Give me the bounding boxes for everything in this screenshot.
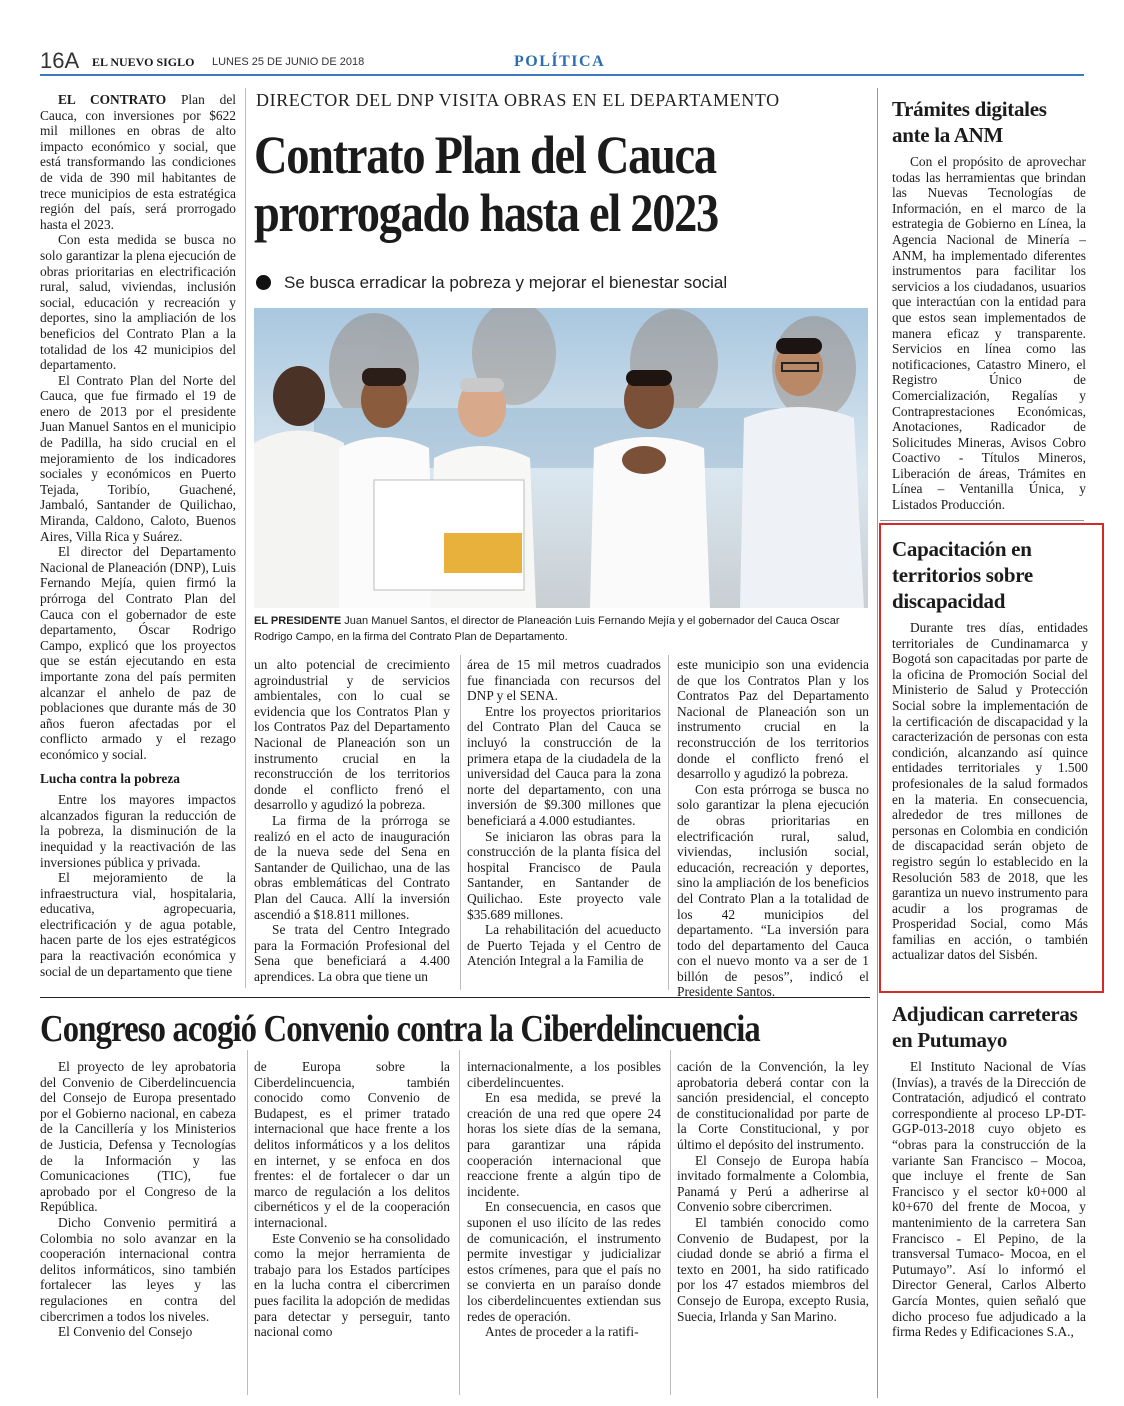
paragraph: El mejoramiento de la infraestructura vial, hospitalaria, educativa, agropecuaria, electrificación y de agua potable, hacen parte de los ejes estratégicos para la reactivación económica y social de un departamento que tiene [40,870,236,979]
paragraph: El director del Departamento Nacional de Planeación (DNP), Luis Fernando Mejía, quien firmó la prórroga del Contrato Plan del Cauca con el gobernador de este departamento, Óscar Rodrigo Campo, explicó que los proyectos que se están ejecutando en esta importante zona del país permiten alcanzar el anhelo de paz de poblaciones que durante más de 30 años fueron afectadas por el conflicto armado y el rezago económico y social. [40,544,236,762]
column-divider [670,1050,671,1395]
lead-word: EL CONTRATO [58,92,167,107]
news-photo [254,308,868,608]
paragraph [40,92,236,232]
header-rule [40,74,1084,76]
paragraph: área de 15 mil metros cuadrados fue financiada con recursos del DNP y el SENA. [467,657,661,704]
sidebar-brief-putumayo [892,1001,1086,1340]
brief-title: Capacitación en territorios sobre discapacidad [892,537,1033,613]
second-story-column-2 [254,1059,450,1340]
main-story-column-3 [467,657,661,969]
photo-illustration [254,308,868,608]
paragraph: El proyecto de ley aprobatoria del Convenio de Ciberdelincuencia del Consejo de Europa presentado por el Gobierno nacional, en cabeza de la Cancillería y los Ministerios de Justicia, Defensa y Tecnologías de la Información y las Comunicaciones (TIC), fue aprobado por el Congreso de la República. [40,1059,236,1215]
sidebar-brief-anm [892,96,1086,513]
section-title: POLÍTICA [514,53,606,70]
paragraph: La rehabilitación del acueducto de Puerto Tejada y el Centro de Atención Integral a la Familia de [467,922,661,969]
paragraph: En consecuencia, en casos que suponen el uso ilícito de las redes de comunicación, el instrumento permite investigar y judicializar estos crímenes, para que el país no se convierta en un paraíso donde los ciberdelincuentes extiendan sus redes de operación. [467,1199,661,1324]
paragraph: El Consejo de Europa había invitado formalmente a Colombia, Panamá y Perú a adherirse al Convenio sobre cibercrimen. [677,1152,869,1215]
brief-title: Adjudican carreteras en Putumayo [892,1002,1078,1052]
paragraph: Se trata del Centro Integrado para la Formación Profesional del Sena que beneficiará a 4.400 aprendices. La obra que tiene un [254,922,450,984]
brief-title: Trámites digitales ante la ANM [892,97,1047,147]
photo-caption [254,613,868,645]
paragraph: Con esta medida se busca no solo garantizar la plena ejecución de obras prioritarias en electrificación rural, salud, viviendas, inclusión social, educación y recreación y deportes, sino la ampliación de los beneficios del Contrato Plan a la totalidad de los 42 municipios del departamento. [40,232,236,373]
paragraph: Con esta prórroga se busca no solo garantizar la plena ejecución de obras prioritarias en electrificación rural, salud, viviendas, inclusión social, educación, recreación y deportes, sino la ampliación de los beneficios del Contrato Plan a la totalidad de los 42 municipios del departamento. “La inversión para todo del departamento del Cauca con el nuevo monto va a ser de 1 billón de pesos”, indicó el Presidente Santos. [677,781,869,1000]
issue-date: LUNES 25 DE JUNIO DE 2018 [212,56,365,68]
paragraph: cación de la Convención, la ley aprobatoria deberá contar con la sanción presidencial, el concepto de constitucionalidad por parte de la Corte Constitucional, y por último el depósito del instrumento. [677,1059,869,1152]
column-divider [247,1050,248,1395]
column-divider [459,1050,460,1395]
paragraph: El Convenio del Consejo [58,1324,193,1340]
paragraph: Dicho Convenio permitirá a Colombia no solo avanzar en la cooperación internacional contra delitos informáticos, sino también fortalecer las leyes y las regulaciones en contra del cibercrimen a todos los niveles. [40,1214,236,1324]
brief-body [892,154,1086,513]
sidebar-divider [877,88,878,1398]
story-kicker: DIRECTOR DEL DNP VISITA OBRAS EN EL DEPARTAMENTO [256,90,780,110]
paragraph: El Contrato Plan del Norte del Cauca, que fue firmado el 19 de enero de 2013 por el presidente Juan Manuel Santos en el municipio de Padilla, ha sido crucial en el mejoramiento de los indicadores sociales y económicos en Puerto Tejada, Toribío, Guachené, Jambaló, Santander de Quilichao, Miranda, Caldono, Caloto, Buenos Aires, Villa Rica y Suárez. [40,372,236,544]
paragraph: Durante tres días, entidades territoriales de Cundinamarca y Bogotá son capacitadas por parte de la oficina de Promoción Social del Ministerio de Salud y Protección Social sobre la implementación de la certificación de discapacidad y la caracterización de personas con esta condición, alcanzando así quince entidades territoriales y 1.500 profesionales de la salud formados en la materia. En consecuencia, alrededor de tres millones de personas en Colombia en condición de discapacidad serán objeto de registro según lo establecido en la Resolución 583 de 2018, que les garantiza un nuevo instrumento para acudir a los programas de Prosperidad Social, como Más familias en acción, o también actualizar datos del Sisbén. [892,620,1088,963]
brief-body [892,620,1088,963]
brief-body [892,1059,1086,1340]
paragraph: El también conocido como Convenio de Budapest, por la ciudad donde se abrió a firma el texto en 2001, ha sido ratificado por los 47 estados miembros del Consejo de Europa, excepto Rusia, Suecia, Irlanda y San Marino. [677,1214,869,1324]
brief-separator [880,520,1084,521]
main-story-column-1 [40,92,236,979]
page-number: 16A [40,48,80,73]
sidebar-brief-discapacidad [892,536,1088,963]
paragraph: internacionalmente, a los posibles ciberdelincuentes. [467,1059,661,1090]
column-divider [460,655,461,990]
headline-line: Contrato Plan del Cauca [254,125,716,185]
main-headline [254,126,779,242]
column-divider [668,655,669,990]
main-story-column-2 [254,657,450,984]
paragraph: este municipio son una evidencia de que los Contratos Plan y los Contratos Paz del Departamento Nacional de Planeación son un instrumento crucial en la reconstrucción de los territorios donde el conflicto frenó el desarrollo y agudizó la pobreza. [677,657,869,782]
paragraph: Entre los mayores impactos alcanzados figuran la reducción de la pobreza, la disminución de la inequidad y la reactivación de las inversiones pública y privada. [40,792,236,870]
newspaper-name: EL NUEVO SIGLO [92,55,195,69]
paragraph: un alto potencial de crecimiento agroindustrial y de servicios ambientales, con lo cual se evidencia que los Contratos Plan y los Contratos Paz del Departamento Nacional de Planeación son un instrumento crucial en la reconstrucción de los territorios donde el conflicto frenó el desarrollo y agudizó la pobreza. [254,657,450,813]
paragraph: El Instituto Nacional de Vías (Invías), a través de la Dirección de Contratación, adjudicó el contrato correspondiente al proceso LP-DT-GGP-013-2018 cuyo objeto es “obras para la construcción de la variante San Francisco – Mocoa, que incluye el frente de San Francisco y el sector k0+000 al k0+670 del frente de Mocoa, y mantenimiento de la carretera San Francisco - El Pepino, de la transversal Tumaco- Mocoa, en el Putumayo”. Así lo informó el Director General, Carlos Alberto García Montes, quien señaló que dicho proceso fue adjudicado a la firma Redes y Edificaciones S.A., [892,1059,1086,1340]
second-story-column-3 [467,1059,661,1340]
paragraph: En esa medida, se prevé la creación de una red que opere 24 horas los siete días de la semana, para garantizar una rápida cooperación internacional que reaccione frente a algún tipo de incidente. [467,1090,661,1199]
story-subhead [256,273,727,293]
paragraph-text: Plan del Cauca, con inversiones por $622 mil millones en obras de alto impacto económico y social, que está transformando las condiciones de vida de 390 mil habitantes de trece municipios de esta estratégica región del país, será prorrogado hasta el 2023. [40,92,236,232]
paragraph: Entre los proyectos prioritarios del Contrato Plan del Cauca se incluyó la construcción de la primera etapa de la ciudadela de la universidad del Cauca para la zona norte del departamento, con una inversión de $9.300 millones que beneficiará a 4.000 estudiantes. [467,703,661,828]
paragraph: Con el propósito de aprovechar todas las herramientas que brindan las Nuevas Tecnologías de Información, en el marco de la estrategia de Gobierno en Línea, la Agencia Nacional de Minería – ANM, ha implementado diferentes instrumentos para facilitar los servicios a los ciudadanos, usuarios que interactúan con la entidad para que estos sean implementados de manera eficaz y transparente. Servicios en línea como las notificaciones, Catastro Minero, el Registro Único de Comercialización, Regalías y Contraprestaciones Económicas, Anotaciones, Radicador de Solicitudes Mineras, Avisos Cobro Coactivo - Títulos Mineros, Liberación de áreas, Trámites en Línea – Ventanilla Única, y Listados Producción. [892,154,1086,513]
page-folio [40,48,1084,74]
caption-lead: EL PRESIDENTE [254,615,342,627]
paragraph: La firma de la prórroga se realizó en el acto de inauguración de la nueva sede del Sena en Santander de Quilichao, una de las obras emblemáticas del Contrato Plan del Cauca. Allí la inversión ascendió a $18.811 millones. [254,812,450,922]
headline-line: prorrogado hasta el 2023 [254,183,718,243]
caption-text: Juan Manuel Santos, el director de Planeación Luis Fernando Mejía y el gobernador del Cauca Oscar Rodrigo Campo, en la firma del Contrato Plan de Departamento. [254,615,840,643]
inline-subhead: Lucha contra la pobreza [40,770,180,786]
main-story-column-4 [677,657,869,1000]
bullet-icon [256,275,271,290]
subhead-text: Se busca erradicar la pobreza y mejorar el bienestar social [284,273,728,292]
paragraph: Se iniciaron las obras para la construcción de la planta física del hospital Francisco de Paula Santander, en Santander de Quilichao. Este proyecto vale $35.689 millones. [467,828,661,922]
second-headline: Congreso acogió Convenio contra la Ciberdelincuencia [40,1008,760,1050]
column-divider [245,88,246,988]
paragraph: Antes de proceder a la ratifi- [485,1324,639,1340]
second-story-column-1 [40,1059,236,1340]
paragraph: de Europa sobre la Ciberdelincuencia, también conocido como Convenio de Budapest, es el primer tratado internacional que hace frente a los delitos informáticos y a los delitos en internet, y se enfoca en dos frentes: el de fortalecer o dar un marco de regulación a los delitos cibernéticos y el de la cooperación internacional. [254,1059,450,1230]
paragraph: Este Convenio se ha consolidado como la mejor herramienta de trabajo para los Estados partícipes en la lucha contra el cibercrimen pues facilita la adopción de medidas para detectar y perseguir, tanto nacional como [254,1230,450,1340]
second-story-column-4 [677,1059,869,1324]
